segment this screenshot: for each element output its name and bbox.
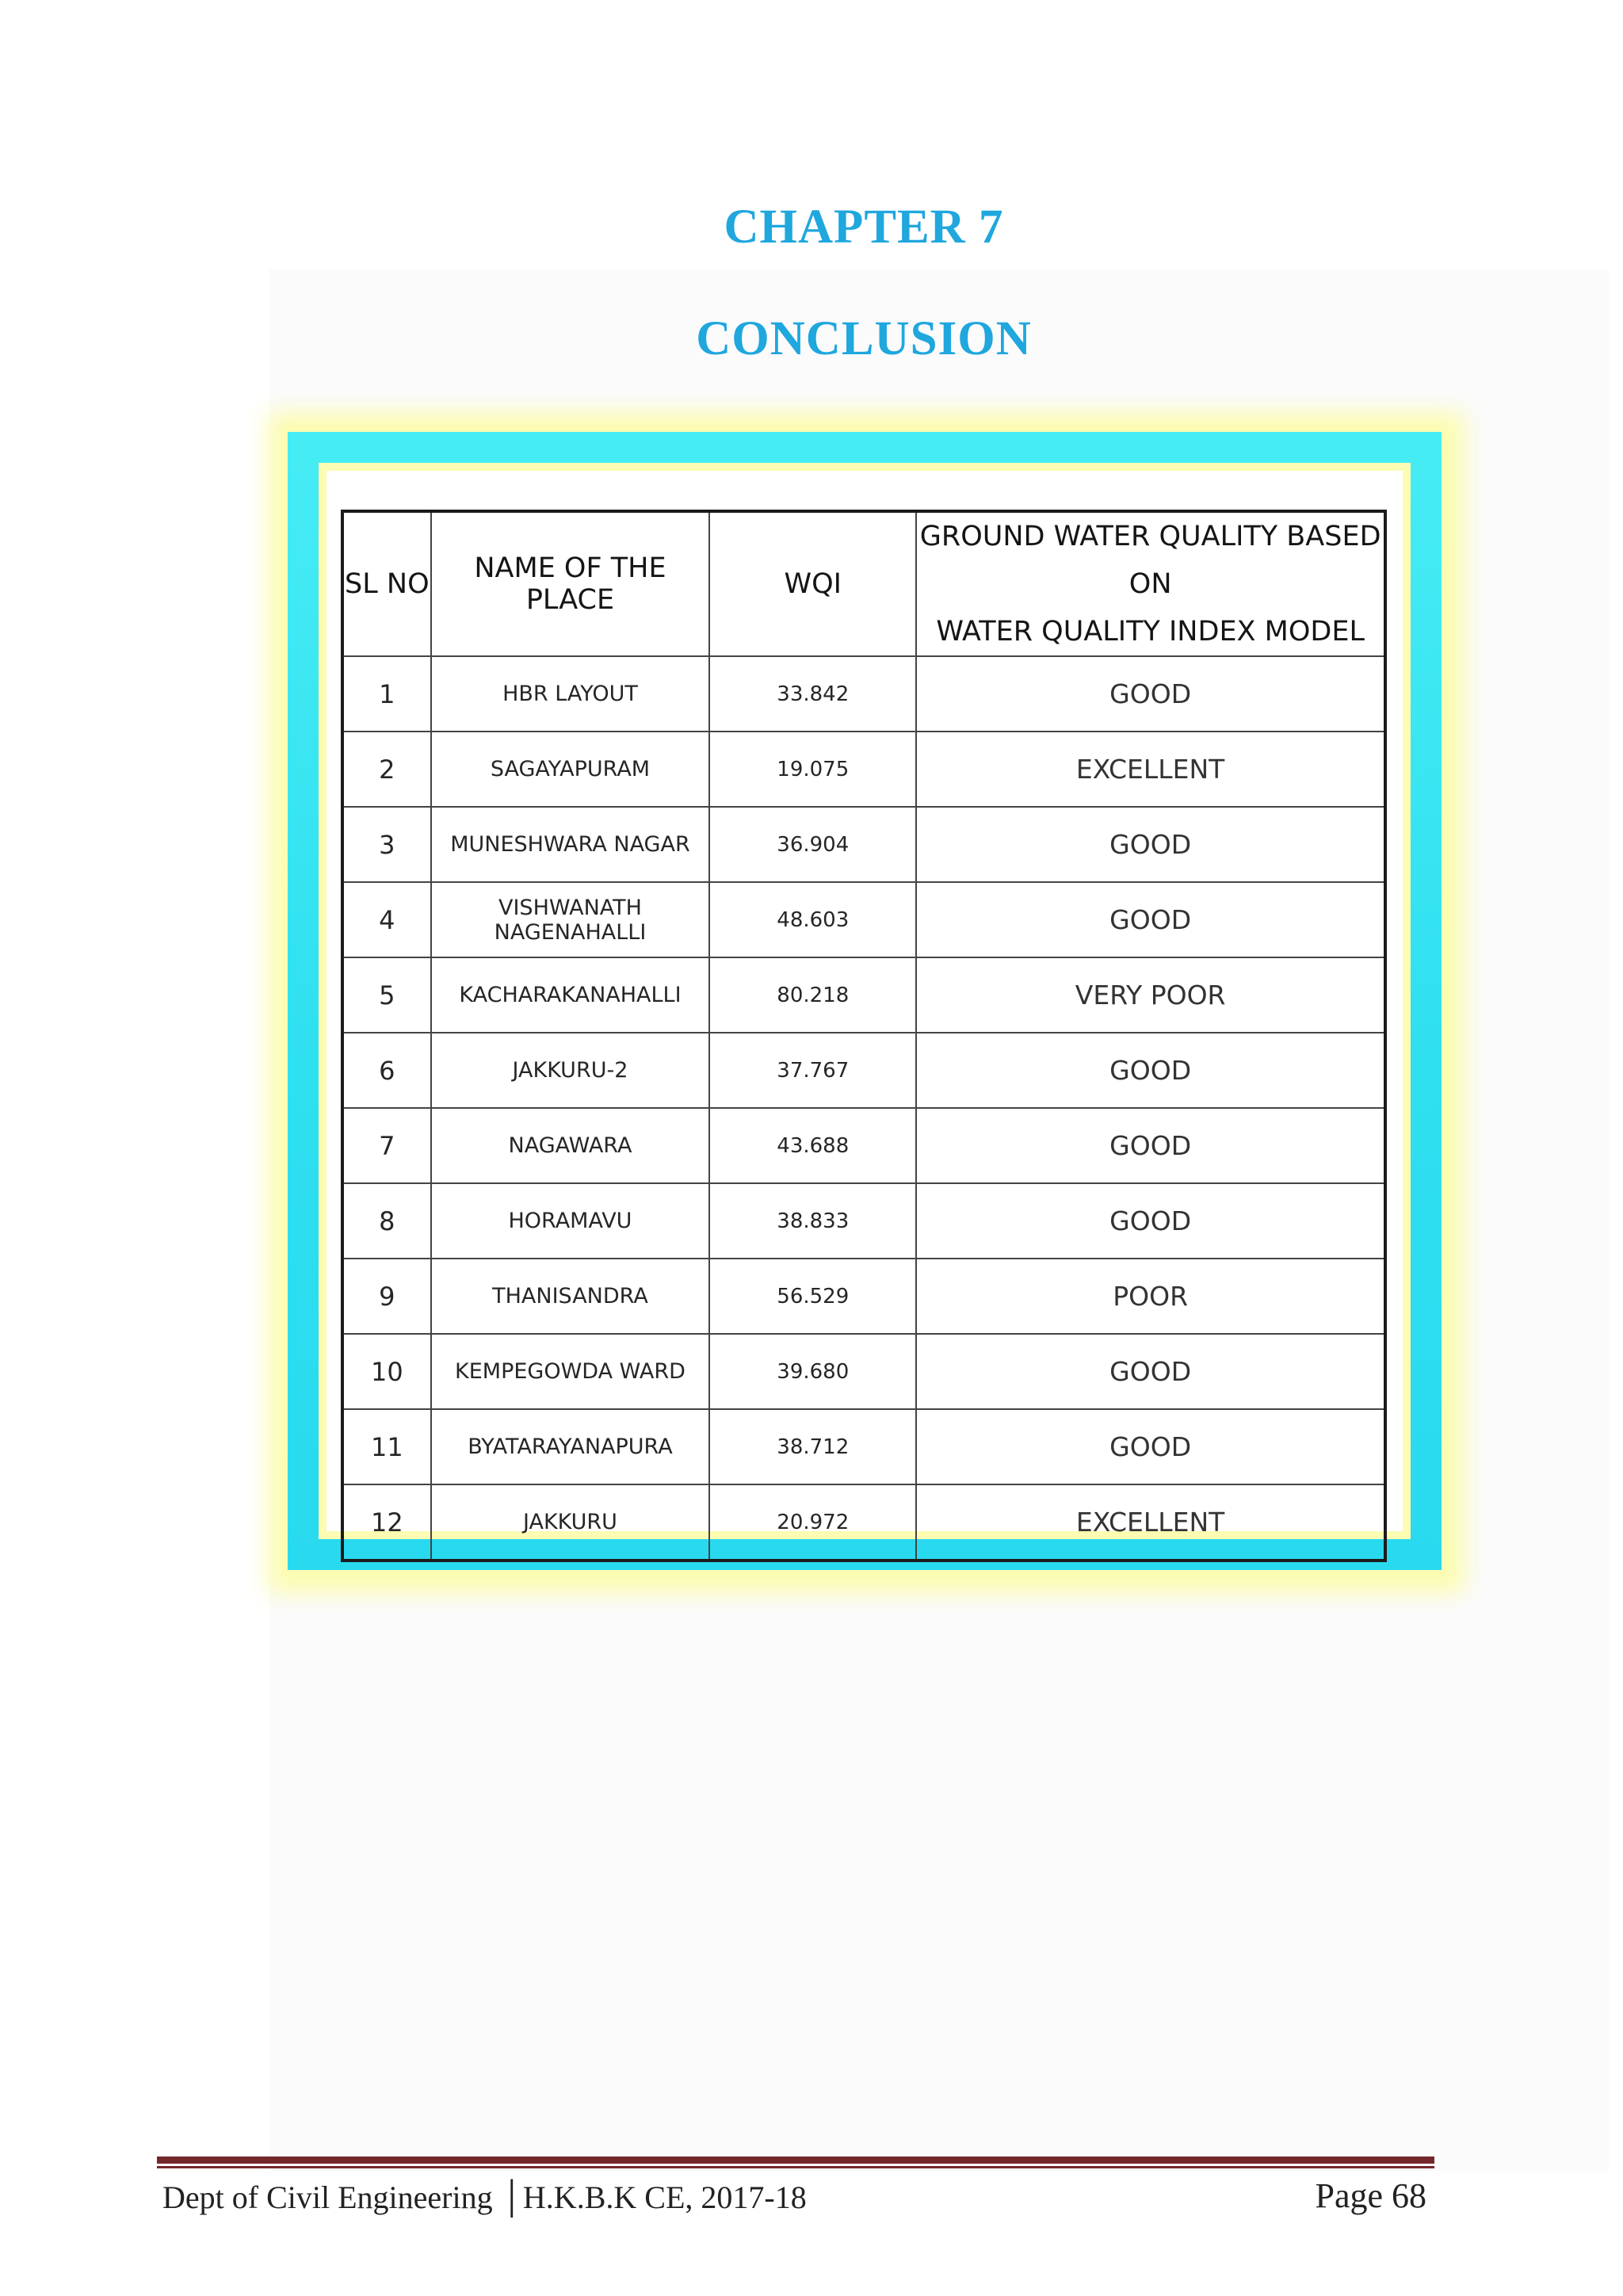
cell-wqi-value: 43.688 [709, 1108, 916, 1183]
cell-place-name: NAGAWARA [431, 1108, 710, 1183]
cell-sl-no: 2 [342, 732, 431, 807]
cell-wqi-value: 36.904 [709, 807, 916, 882]
table-row [342, 1409, 1385, 1484]
cell-wqi-value: 80.218 [709, 957, 916, 1033]
table-row [342, 1183, 1385, 1259]
header-quality-line-1: GROUND WATER QUALITY BASED ON [919, 521, 1381, 600]
cell-quality: GOOD [916, 1409, 1385, 1484]
table-row [342, 1108, 1385, 1183]
table-row [342, 1334, 1385, 1409]
table-row [342, 807, 1385, 882]
cell-quality: POOR [916, 1259, 1385, 1334]
cell-sl-no: 11 [342, 1409, 431, 1484]
cell-wqi-value: 39.680 [709, 1334, 916, 1409]
cell-place-name: HORAMAVU [431, 1183, 710, 1259]
footer-rule-thin [157, 2166, 1434, 2168]
page-number: Page 68 [1315, 2176, 1426, 2215]
cell-wqi-value: 19.075 [709, 732, 916, 807]
table-header-row [342, 511, 1385, 656]
cell-sl-no: 7 [342, 1108, 431, 1183]
cell-place-name: HBR LAYOUT [431, 656, 710, 732]
table-body [342, 656, 1385, 1561]
cell-wqi-value: 37.767 [709, 1033, 916, 1108]
footer-rule [157, 2157, 1434, 2164]
table-row [342, 882, 1385, 957]
cell-sl-no: 8 [342, 1183, 431, 1259]
table-row [342, 1484, 1385, 1561]
header-quality-line-2: WATER QUALITY INDEX MODEL [936, 616, 1365, 648]
table-row [342, 1259, 1385, 1334]
cell-place-name: BYATARAYANAPURA [431, 1409, 710, 1484]
wqi-table [341, 510, 1387, 1562]
chapter-title: CONCLUSION [696, 312, 1032, 365]
cell-place-name: KACHARAKANAHALLI [431, 957, 710, 1033]
header-quality [916, 511, 1385, 656]
cell-place-name: JAKKURU [431, 1484, 710, 1561]
cell-wqi-value: 38.833 [709, 1183, 916, 1259]
cell-place-name: THANISANDRA [431, 1259, 710, 1334]
cell-sl-no: 12 [342, 1484, 431, 1561]
cell-wqi-value: 38.712 [709, 1409, 916, 1484]
header-sl-no: SL NO [342, 511, 431, 656]
cell-quality: VERY POOR [916, 957, 1385, 1033]
cell-sl-no: 9 [342, 1259, 431, 1334]
table-row [342, 1033, 1385, 1108]
cell-quality: GOOD [916, 1108, 1385, 1183]
table-row [342, 656, 1385, 732]
cell-wqi-value: 48.603 [709, 882, 916, 957]
cell-quality: GOOD [916, 656, 1385, 732]
header-place-name: NAME OF THE PLACE [431, 511, 710, 656]
cell-quality: GOOD [916, 807, 1385, 882]
header-wqi: WQI [709, 511, 916, 656]
cell-quality: EXCELLENT [916, 1484, 1385, 1561]
cell-quality: GOOD [916, 1183, 1385, 1259]
cell-sl-no: 5 [342, 957, 431, 1033]
cell-sl-no: 6 [342, 1033, 431, 1108]
cell-sl-no: 10 [342, 1334, 431, 1409]
cell-place-name: MUNESHWARA NAGAR [431, 807, 710, 882]
cell-wqi-value: 20.972 [709, 1484, 916, 1561]
cell-sl-no: 4 [342, 882, 431, 957]
cell-place-name: JAKKURU-2 [431, 1033, 710, 1108]
cell-place-name: VISHWANATH NAGENAHALLI [431, 882, 710, 957]
cell-wqi-value: 56.529 [709, 1259, 916, 1334]
cell-sl-no: 3 [342, 807, 431, 882]
footer-department: Dept of Civil Engineering │H.K.B.K CE, 2017-18 [162, 2179, 807, 2215]
chapter-number: CHAPTER 7 [724, 201, 1004, 254]
cell-place-name: KEMPEGOWDA WARD [431, 1334, 710, 1409]
table-row [342, 957, 1385, 1033]
cell-quality: GOOD [916, 882, 1385, 957]
cell-sl-no: 1 [342, 656, 431, 732]
cell-quality: GOOD [916, 1334, 1385, 1409]
cell-quality: GOOD [916, 1033, 1385, 1108]
cell-wqi-value: 33.842 [709, 656, 916, 732]
table-row [342, 732, 1385, 807]
cell-quality: EXCELLENT [916, 732, 1385, 807]
cell-place-name: SAGAYAPURAM [431, 732, 710, 807]
